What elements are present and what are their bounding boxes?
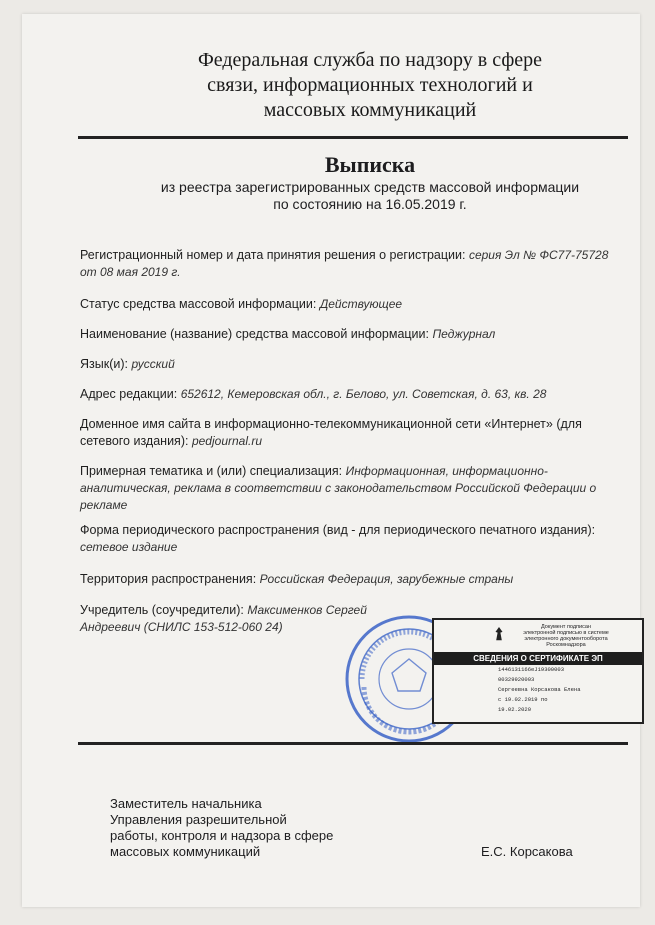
field-label: Примерная тематика и (или) специализация: [80,464,343,478]
document-sheet [22,14,640,907]
field-value: серия Эл № ФС77-75728 от 08 мая 2019 г. [80,248,609,279]
signatory-line: Заместитель начальника [110,796,262,811]
field-value: 652612, Кемеровская обл., г. Белово, ул. Советская, д. 63, кв. 28 [180,387,547,401]
agency-name [150,48,590,123]
agency-line: связи, информационных технологий и [207,74,533,96]
field-name [80,326,618,343]
document-title: Выписка [324,152,416,177]
top-divider [78,136,628,139]
field-value: pedjournal.ru [191,434,263,448]
field-label: Язык(и): [80,357,128,371]
signer-name: Е.С. Корсакова [481,844,573,859]
cert-header-line: Роскомнадзора [546,642,586,648]
field-label: Форма периодического распространения (вид - для периодического печатного издания): [80,523,596,537]
field-label: Регистрационный номер и дата принятия решения о регистрации: [80,248,466,262]
cert-line: с 19.02.2019 по [498,696,548,703]
cert-line: 1446131166eJ19300003 [498,666,565,673]
field-label: Наименование (название) средства массовой информации: [80,327,429,341]
subtitle-line: по состоянию на 16.05.2019 г. [273,196,467,212]
subtitle-line: из реестра зарегистрированных средств массовой информации [160,179,580,195]
certificate-box [432,618,644,724]
signatory-position [110,796,333,860]
field-value: сетевое издание [80,540,178,554]
signatory-line: Управления разрешительной [110,812,287,827]
field-label: Адрес редакции: [80,387,178,401]
certificate-header [494,624,638,648]
field-value: Педжурнал [432,327,496,341]
field-address [80,386,618,403]
field-value: русский [131,357,175,371]
field-form [80,522,618,556]
cert-line: Сергеевна Корсакова Елена [498,686,581,693]
field-value: Российская Федерация, зарубежные страны [259,572,514,586]
cert-line: 00329920003 [498,676,535,683]
field-label: Доменное имя сайта в информационно-телекоммуникационной сети «Интернет» (для сетевого издания): [80,417,582,448]
field-label: Учредитель (соучредители): [80,603,244,617]
document-subtitle [100,179,640,213]
field-status [80,296,618,313]
certificate-title: СВЕДЕНИЯ О СЕРТИФИКАТЕ ЭП [434,652,642,665]
field-topic [80,463,618,514]
field-label: Территория распространения: [80,572,257,586]
field-value: Информационная, информационно-аналитическая, реклама в соответствии с законодательством Российской Федерации о рекламе [80,464,597,512]
bottom-divider [78,742,628,745]
cert-header-line: Документ подписан [541,624,591,630]
field-language [80,356,618,373]
field-value: Действующее [319,297,403,311]
field-domain [80,416,618,450]
field-registration [80,247,618,281]
emblem-icon [492,626,506,642]
cert-line: 19.02.2020 [498,706,532,713]
signatory-line: работы, контроля и надзора в сфере [110,828,334,843]
cert-header-line: электронной подписью в системе [523,630,609,636]
field-territory [80,571,618,588]
field-label: Статус средства массовой информации: [80,297,317,311]
field-value: Максименков Сергей Андреевич (СНИЛС 153-512-060 24) [80,603,367,634]
agency-line: Федеральная служба по надзору в сфере [197,49,543,71]
agency-line: массовых коммуникаций [263,99,477,121]
signatory-line: массовых коммуникаций [110,844,261,859]
cert-header-line: электронного документооборота [524,636,608,642]
